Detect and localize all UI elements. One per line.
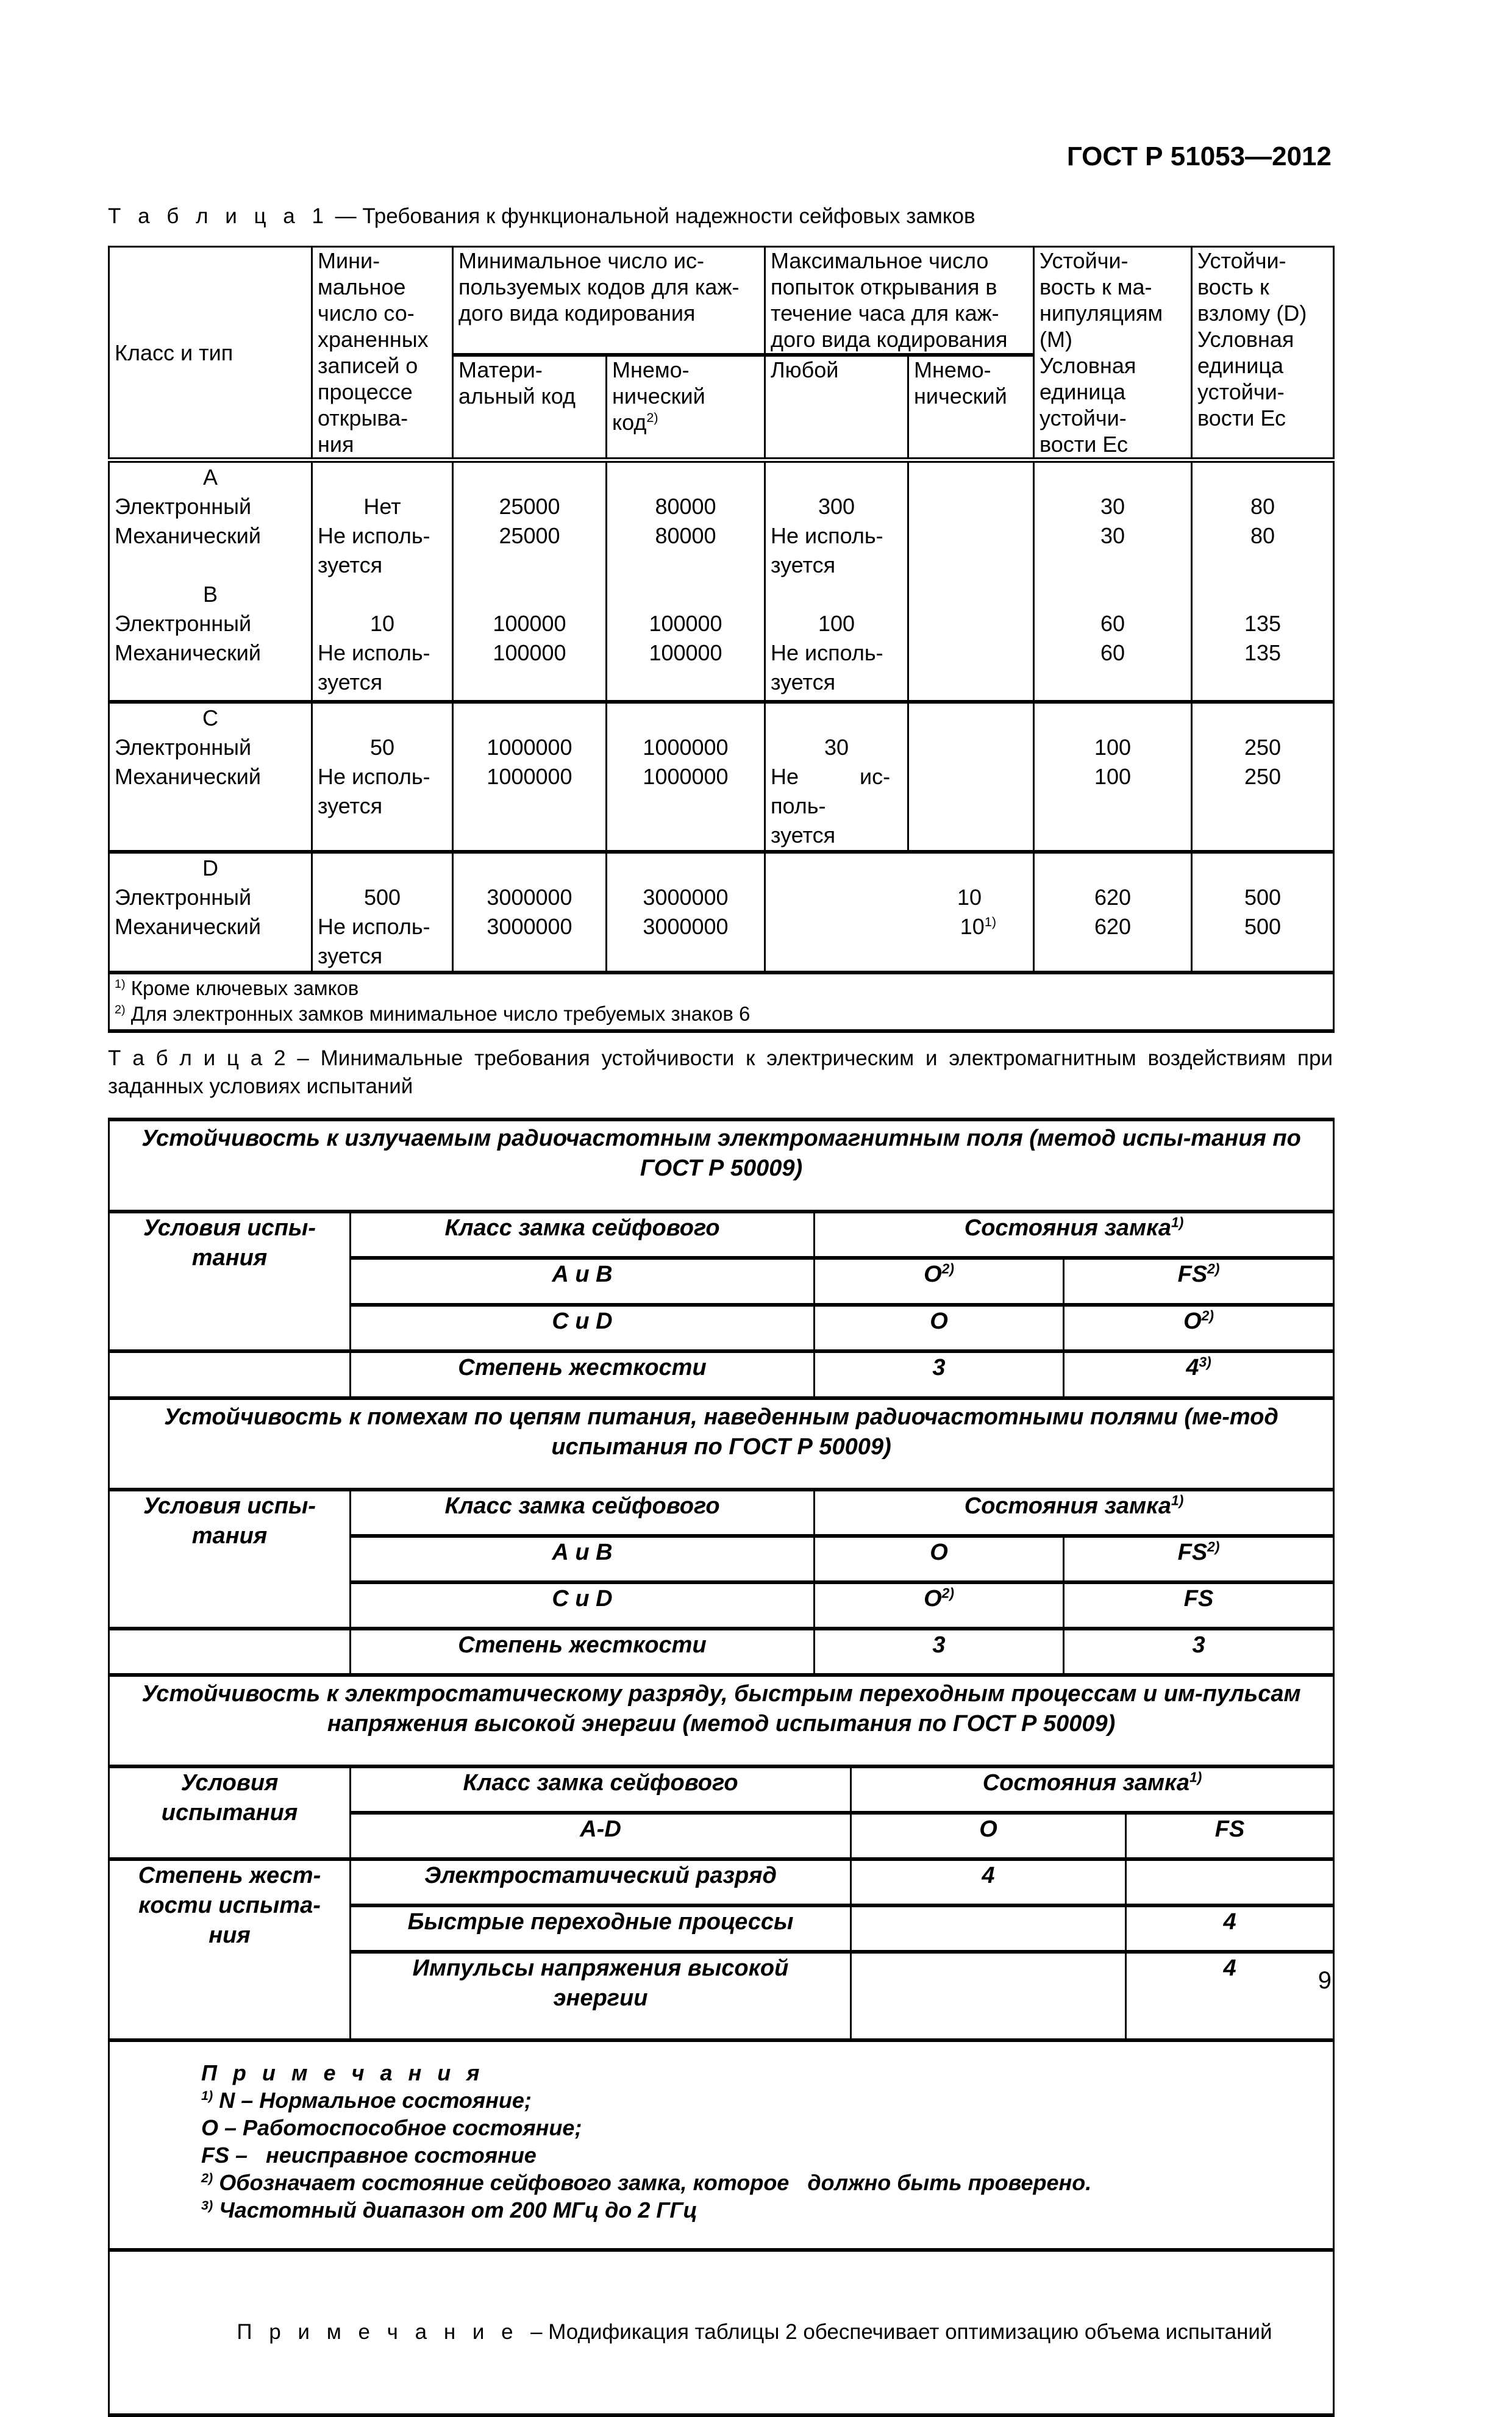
fs-value: 3 [1064, 1629, 1334, 1675]
conditions-label: Условия испы-тания [109, 1212, 351, 1351]
value: 100 [1094, 734, 1132, 760]
header-line: вость к ма- [1040, 274, 1152, 299]
value: 100000 [649, 611, 722, 636]
section-title: Устойчивость к излучаемым радиочастотным электромагнитным поля (метод испы-тания по ГОСТ Р 50009) [109, 1119, 1334, 1212]
value: 25000 [499, 494, 560, 519]
value: 100 [1094, 763, 1132, 789]
table2-caption [108, 1044, 1333, 1101]
mnemonic-code-cell [607, 702, 765, 852]
header-line: открыва- [318, 405, 408, 430]
header-mnemonic-code-line: Мнемо- [612, 357, 690, 383]
notes-title: П р и м е ч а н и я [201, 2060, 485, 2085]
min-records-cell [312, 702, 453, 852]
header-line: ния [318, 432, 354, 457]
class-value: А и В [351, 1258, 815, 1305]
table-row-class-c [109, 702, 1334, 852]
notes-row [109, 2040, 1334, 2250]
value: 30 [1100, 523, 1125, 548]
header-line: взлому (D) [1197, 301, 1307, 326]
material-code-cell [453, 852, 607, 973]
section-header [109, 1675, 1334, 1766]
header-class-type: Класс и тип [109, 247, 312, 460]
any-attempts-cell [765, 460, 908, 702]
state-label: Состояния замка$^{1)}$ [815, 1212, 1334, 1258]
table2-caption-text: – Минимальные требования устойчивости к электрическим и электромагнитным воздействиям при заданных условиях испытаний [108, 1046, 1333, 1098]
value: Не исполь- [318, 913, 430, 939]
value: 250 [1244, 763, 1282, 789]
value: 10 [369, 611, 395, 636]
value: 300 [818, 494, 855, 519]
value: зуется [771, 822, 836, 848]
class-value: С и D [351, 1582, 815, 1629]
value: зуется [318, 793, 383, 818]
value: Не исполь- [771, 523, 883, 548]
header-line: пользуемых кодов для каж- [458, 274, 740, 299]
value: 500 [1244, 884, 1282, 910]
footnote-mark: 2) [115, 1002, 126, 1016]
mnemonic-attempts-cell [908, 460, 1034, 702]
value: 3000000 [643, 913, 729, 939]
class-value: С и D [351, 1305, 815, 1351]
value: 500 [1244, 913, 1282, 939]
section-header [109, 1398, 1334, 1490]
any-attempts-cell [765, 702, 908, 852]
class-label: B [202, 582, 218, 607]
note-item: О – Работоспособное состояние; [201, 2115, 582, 2140]
value: 10 [957, 884, 982, 910]
value: 1000000 [643, 763, 729, 789]
value: 100 [818, 611, 855, 636]
mnemonic-attempts-cell [908, 702, 1034, 852]
value: 100000 [649, 640, 722, 665]
o-value: $О^{2)}$ [815, 1582, 1064, 1629]
header-any: Любой [765, 355, 908, 460]
table-row-severity [109, 1629, 1334, 1675]
header-line: Максимальное число [771, 248, 989, 273]
header-line: процессе [318, 379, 413, 404]
fs-label: FS [1126, 1813, 1334, 1859]
type-label: Электронный [115, 884, 252, 910]
header-burglary [1192, 247, 1334, 460]
footnotes-cell [109, 973, 1334, 1031]
section-header [109, 1119, 1334, 1212]
value: 25000 [499, 523, 560, 548]
value: поль- [771, 793, 826, 818]
header-manipulation [1034, 247, 1192, 460]
footnote-mark: 1) [1189, 1769, 1202, 1785]
header-mnemonic [908, 355, 1034, 460]
value: 80000 [655, 523, 716, 548]
header-mnemonic-code-line: код$^{2)}$ [612, 410, 658, 435]
footnote-mark: 2) [646, 410, 658, 426]
material-code-cell [453, 460, 607, 702]
header-line: дого вида кодирования [771, 327, 1008, 352]
value: 250 [1244, 734, 1282, 760]
header-line: дого вида кодирования [458, 301, 696, 326]
header-line: Условная [1197, 327, 1294, 352]
type-label: Электронный [115, 611, 252, 636]
o-value: О [815, 1536, 1064, 1582]
value: Не ис- [771, 763, 891, 789]
value: Не исполь- [318, 640, 430, 665]
value: 135 [1244, 611, 1282, 636]
burglary-cell [1192, 460, 1334, 702]
fs-value: 4$^{3)}$ [1064, 1351, 1334, 1398]
note-item: $^{1)}$ N – Нормальное состояние; [201, 2088, 532, 2113]
mnemonic-code-cell [607, 460, 765, 702]
class-label: D [202, 855, 218, 880]
header-max-attempts [765, 247, 1034, 355]
mnemonic-code-cell [607, 852, 765, 973]
footnote-mark: 1) [115, 977, 126, 991]
value: 135 [1244, 640, 1282, 665]
value: 80 [1250, 494, 1275, 519]
type-label: Механический [115, 913, 261, 939]
final-note [109, 2250, 1334, 2415]
fs-value: FS [1064, 1582, 1334, 1629]
table-row [109, 1859, 1334, 1905]
o-label: О [851, 1813, 1126, 1859]
o-value [851, 1952, 1126, 2040]
header-line: Мнемо- [914, 357, 991, 383]
manipulation-cell [1034, 702, 1192, 852]
header-line: течение часа для каж- [771, 301, 999, 326]
o-value: 3 [815, 1351, 1064, 1398]
class-value: А и В [351, 1536, 815, 1582]
state-label: Состояния замка$^{1)}$ [851, 1766, 1334, 1813]
manipulation-cell [1034, 852, 1192, 973]
fs-value: FS$^{2)}$ [1064, 1536, 1334, 1582]
header-line: устойчи- [1040, 405, 1127, 430]
burglary-cell [1192, 702, 1334, 852]
type-label: Механический [115, 763, 261, 789]
min-records-cell [312, 460, 453, 702]
header-line: мальное [318, 274, 406, 299]
value: 10$^{1)}$ [960, 913, 997, 939]
value: зуется [318, 943, 383, 968]
value: 500 [363, 884, 401, 910]
header-line: нический [914, 384, 1007, 409]
value: 100000 [493, 640, 566, 665]
class-label: Класс замка сейфового [351, 1766, 851, 1813]
header-line: альный код [458, 384, 576, 409]
burglary-cell [1192, 852, 1334, 973]
test-name: Импульсы напряжения высокой энергии [351, 1952, 851, 2040]
class-type-cell [109, 852, 312, 973]
table1-caption-text: — Требования к функциональной надежности сейфовых замков [329, 204, 975, 228]
test-name: Электростатический разряд [351, 1859, 851, 1905]
value: зуется [771, 552, 836, 577]
header-line: вость к [1197, 274, 1269, 299]
note-item: FS – неисправное состояние [201, 2143, 537, 2168]
table1-caption-prefix: Т а б л и ц а 1 [108, 204, 329, 228]
footnote-mark: 1) [1171, 1214, 1184, 1230]
class-label: A [202, 465, 218, 490]
class-range: A-D [351, 1813, 851, 1859]
table-row-severity [109, 1351, 1334, 1398]
page-number: 9 [1318, 1967, 1332, 1994]
type-label: Электронный [115, 494, 252, 519]
header-line: попыток открывания в [771, 274, 997, 299]
fs-value: 4 [1126, 1952, 1334, 2040]
value: 60 [1100, 640, 1125, 665]
value: 1000000 [643, 734, 729, 760]
header-line: нипуляциям [1040, 301, 1163, 326]
value: 1000000 [487, 734, 572, 760]
footnote: $^{1)}$ Кроме ключевых замков [115, 976, 359, 999]
header-material-code [453, 355, 607, 460]
value: 50 [369, 734, 395, 760]
value: зуется [771, 669, 836, 694]
o-value [851, 1905, 1126, 1952]
table1 [108, 246, 1335, 1033]
header-line: вости Ес [1040, 432, 1128, 457]
conditions-label: Условия испытания [109, 1766, 351, 1859]
state-label: Состояния замка$^{1)}$ [815, 1490, 1334, 1536]
footnote-mark: 1) [1171, 1492, 1184, 1508]
empty-cell [109, 1351, 351, 1398]
header-mnemonic-code-line: нический [612, 384, 705, 409]
conditions-label: Условия испы-тания [109, 1490, 351, 1629]
type-label: Электронный [115, 734, 252, 760]
header-line: Матери- [458, 357, 543, 383]
value: 100000 [493, 611, 566, 636]
fs-value: 4 [1126, 1905, 1334, 1952]
class-label: Класс замка сейфового [351, 1212, 815, 1258]
o-value: $О^{2)}$ [815, 1258, 1064, 1305]
o-value: О [815, 1305, 1064, 1351]
type-label: Механический [115, 523, 261, 548]
severity-label: Степень жест-кости испыта-ния [109, 1859, 351, 2040]
header-mnemonic-code [607, 355, 765, 460]
fs-value: $О^{2)}$ [1064, 1305, 1334, 1351]
table1-caption [108, 202, 975, 230]
header-line: единица [1040, 379, 1125, 404]
final-note-text: – Модификация таблицы 2 обеспечивает оптимизацию объема испытаний [518, 2320, 1272, 2344]
class-label: C [202, 705, 218, 730]
section-title: Устойчивость к помехам по цепям питания, наведенным радиочастотными полями (ме-тод испытания по ГОСТ Р 50009) [109, 1398, 1334, 1490]
value: зуется [318, 552, 383, 577]
value: 30 [1100, 494, 1125, 519]
table2 [108, 1118, 1335, 2417]
header-line: Мини- [318, 248, 380, 273]
o-value: 4 [851, 1859, 1126, 1905]
value: зуется [318, 669, 383, 694]
attempts-merged-cell [765, 852, 1034, 973]
test-name: Быстрые переходные процессы [351, 1905, 851, 1952]
min-records-cell [312, 852, 453, 973]
final-note-row [109, 2250, 1334, 2415]
table2-caption-prefix: Т а б л и ц а 2 [108, 1046, 286, 1070]
notes-cell [109, 2040, 1334, 2250]
value: 60 [1100, 611, 1125, 636]
header-line: записей о [318, 353, 418, 378]
manipulation-cell [1034, 460, 1192, 702]
value: 3000000 [487, 884, 572, 910]
note-item: $^{3)}$ Частотный диапазон от 200 МГц до 2 ГГц [201, 2197, 697, 2222]
o-value: 3 [815, 1629, 1064, 1675]
header-line: Устойчи- [1040, 248, 1129, 273]
table-row-class-d [109, 852, 1334, 973]
header-min-codes [453, 247, 765, 355]
header-line: устойчи- [1197, 379, 1285, 404]
class-label: Класс замка сейфового [351, 1490, 815, 1536]
header-line: Устойчи- [1197, 248, 1286, 273]
value: Не исполь- [771, 640, 883, 665]
header-line: вости Ес [1197, 405, 1286, 430]
footnote: $^{2)}$ Для электронных замков минимальное число требуемых знаков 6 [115, 1002, 751, 1025]
value: Нет [363, 494, 401, 519]
section-title: Устойчивость к электростатическому разряду, быстрым переходным процессам и им-пульсам напряжения высокой энергии (метод испытания по ГОСТ Р 50009) [109, 1675, 1334, 1766]
header-line: единица [1197, 353, 1283, 378]
document-code: ГОСТ Р 51053—2012 [1066, 141, 1332, 171]
value: 30 [824, 734, 849, 760]
note-item: $^{2)}$ Обозначает состояние сейфового замка, которое должно быть проверено. [201, 2170, 1092, 2195]
value: 620 [1094, 884, 1132, 910]
value: Не исполь- [318, 523, 430, 548]
table1-footnotes [109, 973, 1334, 1031]
class-type-cell [109, 702, 312, 852]
empty-cell [109, 1629, 351, 1675]
header-line: Минимальное число ис- [458, 248, 704, 273]
header-line: (М) [1040, 327, 1072, 352]
header-line: Условная [1040, 353, 1136, 378]
value: 1000000 [487, 763, 572, 789]
header-line: храненных [318, 327, 429, 352]
material-code-cell [453, 702, 607, 852]
final-note-prefix: П р и м е ч а н и е [237, 2320, 519, 2344]
fs-value: FS$^{2)}$ [1064, 1258, 1334, 1305]
fs-value [1126, 1859, 1334, 1905]
type-label: Механический [115, 640, 261, 665]
header-line: число со- [318, 301, 415, 326]
header-min-records [312, 247, 453, 460]
value: 80 [1250, 523, 1275, 548]
class-type-cell [109, 460, 312, 702]
value: 3000000 [643, 884, 729, 910]
value: 620 [1094, 913, 1132, 939]
value: 3000000 [487, 913, 572, 939]
value: Не исполь- [318, 763, 430, 789]
severity-label: Степень жесткости [351, 1351, 815, 1398]
table-row-class-a-b [109, 460, 1334, 702]
value: 80000 [655, 494, 716, 519]
severity-label: Степень жесткости [351, 1629, 815, 1675]
footnote-mark: 1) [984, 913, 997, 929]
